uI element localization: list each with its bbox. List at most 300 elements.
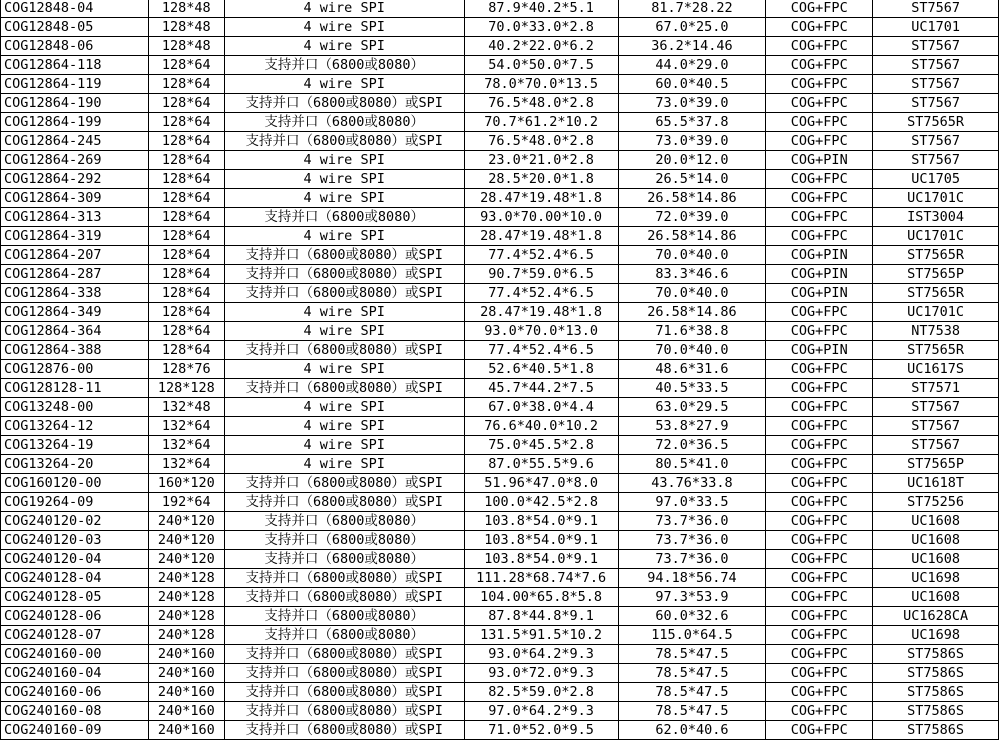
cell-package[interactable]: COG+FPC bbox=[766, 588, 873, 607]
cell-resolution[interactable]: 128*64 bbox=[148, 132, 224, 151]
cell-interface[interactable]: 支持并口（6800或8080）或SPI bbox=[224, 664, 464, 683]
cell-resolution[interactable]: 128*128 bbox=[148, 379, 224, 398]
cell-model[interactable]: COG12864-364 bbox=[1, 322, 149, 341]
cell-package[interactable]: COG+FPC bbox=[766, 18, 873, 37]
cell-model[interactable]: COG160120-00 bbox=[1, 474, 149, 493]
cell-controller[interactable]: ST7567 bbox=[873, 75, 999, 94]
cell-interface[interactable]: 4 wire SPI bbox=[224, 170, 464, 189]
cell-interface[interactable]: 支持并口（6800或8080）或SPI bbox=[224, 132, 464, 151]
table-row bbox=[1, 417, 999, 436]
cell-model[interactable]: COG240160-04 bbox=[1, 664, 149, 683]
cell-interface[interactable]: 支持并口（6800或8080）或SPI bbox=[224, 683, 464, 702]
cell-interface[interactable]: 4 wire SPI bbox=[224, 0, 464, 18]
cell-controller[interactable]: ST7567 bbox=[873, 37, 999, 56]
cell-interface[interactable]: 支持并口（6800或8080） bbox=[224, 626, 464, 645]
cell-outline[interactable]: 93.0*72.0*9.3 bbox=[464, 664, 618, 683]
cell-outline[interactable]: 52.6*40.5*1.8 bbox=[464, 360, 618, 379]
cell-model[interactable]: COG12848-05 bbox=[1, 18, 149, 37]
cell-interface[interactable]: 4 wire SPI bbox=[224, 18, 464, 37]
table-row bbox=[1, 56, 999, 75]
table-row bbox=[1, 360, 999, 379]
cell-interface[interactable]: 4 wire SPI bbox=[224, 436, 464, 455]
cell-resolution[interactable]: 240*128 bbox=[148, 607, 224, 626]
cell-outline[interactable]: 103.8*54.0*9.1 bbox=[464, 550, 618, 569]
cell-resolution[interactable]: 240*128 bbox=[148, 626, 224, 645]
cell-controller[interactable]: ST7567 bbox=[873, 151, 999, 170]
cell-package[interactable]: COG+FPC bbox=[766, 569, 873, 588]
cell-outline[interactable]: 82.5*59.0*2.8 bbox=[464, 683, 618, 702]
cell-resolution[interactable]: 128*64 bbox=[148, 113, 224, 132]
cell-model[interactable]: COG12848-06 bbox=[1, 37, 149, 56]
cell-resolution[interactable]: 128*64 bbox=[148, 265, 224, 284]
cell-outline[interactable]: 93.0*70.00*10.0 bbox=[464, 208, 618, 227]
cell-resolution[interactable]: 240*120 bbox=[148, 550, 224, 569]
cell-resolution[interactable]: 240*160 bbox=[148, 664, 224, 683]
cell-package[interactable]: COG+FPC bbox=[766, 607, 873, 626]
cell-package[interactable]: COG+FPC bbox=[766, 683, 873, 702]
cell-viewing-area[interactable]: 26.58*14.86 bbox=[618, 227, 766, 246]
cell-viewing-area[interactable]: 36.2*14.46 bbox=[618, 37, 766, 56]
cell-model[interactable]: COG12864-199 bbox=[1, 113, 149, 132]
cell-package[interactable]: COG+FPC bbox=[766, 664, 873, 683]
cell-model[interactable]: COG12864-287 bbox=[1, 265, 149, 284]
cell-outline[interactable]: 87.8*44.8*9.1 bbox=[464, 607, 618, 626]
cell-viewing-area[interactable]: 78.5*47.5 bbox=[618, 645, 766, 664]
cell-interface[interactable]: 支持并口（6800或8080） bbox=[224, 113, 464, 132]
cell-package[interactable]: COG+FPC bbox=[766, 398, 873, 417]
cell-package[interactable]: COG+FPC bbox=[766, 132, 873, 151]
cell-model[interactable]: COG12864-338 bbox=[1, 284, 149, 303]
cell-viewing-area[interactable]: 63.0*29.5 bbox=[618, 398, 766, 417]
table-row bbox=[1, 265, 999, 284]
cell-interface[interactable]: 4 wire SPI bbox=[224, 398, 464, 417]
cell-outline[interactable]: 75.0*45.5*2.8 bbox=[464, 436, 618, 455]
cell-controller[interactable]: ST7565R bbox=[873, 284, 999, 303]
cell-controller[interactable]: UC1701C bbox=[873, 189, 999, 208]
cell-package[interactable]: COG+PIN bbox=[766, 151, 873, 170]
cell-interface[interactable]: 支持并口（6800或8080）或SPI bbox=[224, 645, 464, 664]
cell-package[interactable]: COG+FPC bbox=[766, 379, 873, 398]
cell-resolution[interactable]: 160*120 bbox=[148, 474, 224, 493]
cell-viewing-area[interactable]: 73.7*36.0 bbox=[618, 531, 766, 550]
cell-outline[interactable]: 103.8*54.0*9.1 bbox=[464, 531, 618, 550]
table-row bbox=[1, 0, 999, 18]
cell-controller[interactable]: ST7567 bbox=[873, 417, 999, 436]
cell-controller[interactable]: UC1608 bbox=[873, 588, 999, 607]
cell-interface[interactable]: 支持并口（6800或8080）或SPI bbox=[224, 341, 464, 360]
cell-interface[interactable]: 4 wire SPI bbox=[224, 151, 464, 170]
cell-controller[interactable]: ST7565P bbox=[873, 265, 999, 284]
cell-package[interactable]: COG+FPC bbox=[766, 493, 873, 512]
cell-controller[interactable]: ST7567 bbox=[873, 132, 999, 151]
cell-package[interactable]: COG+FPC bbox=[766, 56, 873, 75]
cell-package[interactable]: COG+FPC bbox=[766, 322, 873, 341]
cell-resolution[interactable]: 128*64 bbox=[148, 246, 224, 265]
cell-model[interactable]: COG240128-06 bbox=[1, 607, 149, 626]
cell-model[interactable]: COG12864-292 bbox=[1, 170, 149, 189]
cell-controller[interactable]: UC1701C bbox=[873, 227, 999, 246]
table-row bbox=[1, 626, 999, 645]
cell-interface[interactable]: 支持并口（6800或8080） bbox=[224, 550, 464, 569]
cell-package[interactable]: COG+FPC bbox=[766, 474, 873, 493]
cell-package[interactable]: COG+FPC bbox=[766, 417, 873, 436]
cell-outline[interactable]: 87.0*55.5*9.6 bbox=[464, 455, 618, 474]
cell-outline[interactable]: 28.47*19.48*1.8 bbox=[464, 303, 618, 322]
table-row bbox=[1, 151, 999, 170]
cell-resolution[interactable]: 240*128 bbox=[148, 569, 224, 588]
cell-outline[interactable]: 54.0*50.0*7.5 bbox=[464, 56, 618, 75]
cell-model[interactable]: COG12864-319 bbox=[1, 227, 149, 246]
cell-package[interactable]: COG+FPC bbox=[766, 626, 873, 645]
cell-package[interactable]: COG+PIN bbox=[766, 265, 873, 284]
cell-resolution[interactable]: 128*64 bbox=[148, 227, 224, 246]
cell-resolution[interactable]: 128*64 bbox=[148, 322, 224, 341]
cell-interface[interactable]: 4 wire SPI bbox=[224, 189, 464, 208]
cell-package[interactable]: COG+FPC bbox=[766, 0, 873, 18]
cell-package[interactable]: COG+FPC bbox=[766, 436, 873, 455]
table-row bbox=[1, 94, 999, 113]
cell-viewing-area[interactable]: 78.5*47.5 bbox=[618, 664, 766, 683]
cell-viewing-area[interactable]: 97.0*33.5 bbox=[618, 493, 766, 512]
cell-controller[interactable]: UC1608 bbox=[873, 550, 999, 569]
cell-resolution[interactable]: 240*160 bbox=[148, 702, 224, 721]
cell-outline[interactable]: 97.0*64.2*9.3 bbox=[464, 702, 618, 721]
cell-interface[interactable]: 支持并口（6800或8080）或SPI bbox=[224, 474, 464, 493]
cell-controller[interactable]: ST7567 bbox=[873, 0, 999, 18]
cell-viewing-area[interactable]: 80.5*41.0 bbox=[618, 455, 766, 474]
cell-viewing-area[interactable]: 73.7*36.0 bbox=[618, 550, 766, 569]
cell-outline[interactable]: 70.7*61.2*10.2 bbox=[464, 113, 618, 132]
cell-viewing-area[interactable]: 43.76*33.8 bbox=[618, 474, 766, 493]
cell-model[interactable]: COG12864-388 bbox=[1, 341, 149, 360]
table-row bbox=[1, 607, 999, 626]
cell-model[interactable]: COG240160-00 bbox=[1, 645, 149, 664]
cell-resolution[interactable]: 128*64 bbox=[148, 303, 224, 322]
table-row bbox=[1, 246, 999, 265]
cell-resolution[interactable]: 240*160 bbox=[148, 645, 224, 664]
cell-interface[interactable]: 支持并口（6800或8080）或SPI bbox=[224, 721, 464, 740]
cell-outline[interactable]: 28.5*20.0*1.8 bbox=[464, 170, 618, 189]
cell-model[interactable]: COG13264-19 bbox=[1, 436, 149, 455]
cell-interface[interactable]: 4 wire SPI bbox=[224, 455, 464, 474]
cell-resolution[interactable]: 128*64 bbox=[148, 56, 224, 75]
cell-resolution[interactable]: 132*64 bbox=[148, 436, 224, 455]
cell-controller[interactable]: UC1701 bbox=[873, 18, 999, 37]
cell-controller[interactable]: ST75256 bbox=[873, 493, 999, 512]
table-row bbox=[1, 683, 999, 702]
cell-controller[interactable]: ST7586S bbox=[873, 702, 999, 721]
cell-viewing-area[interactable]: 70.0*40.0 bbox=[618, 284, 766, 303]
cell-controller[interactable]: ST7571 bbox=[873, 379, 999, 398]
cell-interface[interactable]: 4 wire SPI bbox=[224, 227, 464, 246]
cell-resolution[interactable]: 128*48 bbox=[148, 18, 224, 37]
cell-viewing-area[interactable]: 73.0*39.0 bbox=[618, 132, 766, 151]
cell-interface[interactable]: 4 wire SPI bbox=[224, 37, 464, 56]
cell-package[interactable]: COG+FPC bbox=[766, 721, 873, 740]
cell-outline[interactable]: 87.9*40.2*5.1 bbox=[464, 0, 618, 18]
cell-interface[interactable]: 支持并口（6800或8080）或SPI bbox=[224, 569, 464, 588]
cell-outline[interactable]: 93.0*64.2*9.3 bbox=[464, 645, 618, 664]
cell-model[interactable]: COG240160-08 bbox=[1, 702, 149, 721]
cell-model[interactable]: COG12848-04 bbox=[1, 0, 149, 18]
cell-resolution[interactable]: 240*160 bbox=[148, 721, 224, 740]
cell-viewing-area[interactable]: 94.18*56.74 bbox=[618, 569, 766, 588]
cell-viewing-area[interactable]: 115.0*64.5 bbox=[618, 626, 766, 645]
cell-viewing-area[interactable]: 26.58*14.86 bbox=[618, 189, 766, 208]
cell-resolution[interactable]: 128*48 bbox=[148, 0, 224, 18]
cell-outline[interactable]: 51.96*47.0*8.0 bbox=[464, 474, 618, 493]
cell-viewing-area[interactable]: 26.58*14.86 bbox=[618, 303, 766, 322]
cell-package[interactable]: COG+FPC bbox=[766, 303, 873, 322]
cell-outline[interactable]: 93.0*70.0*13.0 bbox=[464, 322, 618, 341]
cell-outline[interactable]: 111.28*68.74*7.6 bbox=[464, 569, 618, 588]
cell-model[interactable]: COG13264-12 bbox=[1, 417, 149, 436]
cell-resolution[interactable]: 128*64 bbox=[148, 284, 224, 303]
table-row bbox=[1, 284, 999, 303]
cell-resolution[interactable]: 240*160 bbox=[148, 683, 224, 702]
cell-package[interactable]: COG+PIN bbox=[766, 341, 873, 360]
cell-controller[interactable]: ST7586S bbox=[873, 683, 999, 702]
cell-outline[interactable]: 131.5*91.5*10.2 bbox=[464, 626, 618, 645]
cell-resolution[interactable]: 240*120 bbox=[148, 512, 224, 531]
cell-viewing-area[interactable]: 72.0*39.0 bbox=[618, 208, 766, 227]
table-row bbox=[1, 721, 999, 740]
cell-viewing-area[interactable]: 65.5*37.8 bbox=[618, 113, 766, 132]
cell-outline[interactable]: 103.8*54.0*9.1 bbox=[464, 512, 618, 531]
cell-outline[interactable]: 90.7*59.0*6.5 bbox=[464, 265, 618, 284]
cell-model[interactable]: COG12864-313 bbox=[1, 208, 149, 227]
cell-controller[interactable]: ST7586S bbox=[873, 645, 999, 664]
cell-outline[interactable]: 70.0*33.0*2.8 bbox=[464, 18, 618, 37]
cell-controller[interactable]: ST7567 bbox=[873, 56, 999, 75]
cell-model[interactable]: COG240160-06 bbox=[1, 683, 149, 702]
cell-model[interactable]: COG12864-349 bbox=[1, 303, 149, 322]
cell-viewing-area[interactable]: 60.0*32.6 bbox=[618, 607, 766, 626]
cell-package[interactable]: COG+FPC bbox=[766, 550, 873, 569]
cell-viewing-area[interactable]: 20.0*12.0 bbox=[618, 151, 766, 170]
cell-interface[interactable]: 支持并口（6800或8080） bbox=[224, 208, 464, 227]
cell-interface[interactable]: 支持并口（6800或8080）或SPI bbox=[224, 588, 464, 607]
cell-outline[interactable]: 77.4*52.4*6.5 bbox=[464, 246, 618, 265]
cell-interface[interactable]: 4 wire SPI bbox=[224, 75, 464, 94]
cell-model[interactable]: COG12864-118 bbox=[1, 56, 149, 75]
cell-viewing-area[interactable]: 73.7*36.0 bbox=[618, 512, 766, 531]
cell-outline[interactable]: 76.6*40.0*10.2 bbox=[464, 417, 618, 436]
cell-package[interactable]: COG+PIN bbox=[766, 284, 873, 303]
cell-viewing-area[interactable]: 70.0*40.0 bbox=[618, 246, 766, 265]
cell-controller[interactable]: IST3004 bbox=[873, 208, 999, 227]
cell-controller[interactable]: ST7565R bbox=[873, 113, 999, 132]
cell-model[interactable]: COG128128-11 bbox=[1, 379, 149, 398]
cell-resolution[interactable]: 132*48 bbox=[148, 398, 224, 417]
cell-resolution[interactable]: 240*128 bbox=[148, 588, 224, 607]
table-row bbox=[1, 512, 999, 531]
cell-package[interactable]: COG+FPC bbox=[766, 170, 873, 189]
cell-interface[interactable]: 支持并口（6800或8080）或SPI bbox=[224, 265, 464, 284]
cell-interface[interactable]: 支持并口（6800或8080）或SPI bbox=[224, 493, 464, 512]
cell-interface[interactable]: 支持并口（6800或8080） bbox=[224, 512, 464, 531]
cell-outline[interactable]: 78.0*70.0*13.5 bbox=[464, 75, 618, 94]
cell-interface[interactable]: 支持并口（6800或8080）或SPI bbox=[224, 379, 464, 398]
cell-package[interactable]: COG+FPC bbox=[766, 702, 873, 721]
table-body bbox=[1, 0, 999, 740]
cell-model[interactable]: COG240128-04 bbox=[1, 569, 149, 588]
cell-viewing-area[interactable]: 26.5*14.0 bbox=[618, 170, 766, 189]
cell-controller[interactable]: UC1617S bbox=[873, 360, 999, 379]
cell-outline[interactable]: 76.5*48.0*2.8 bbox=[464, 94, 618, 113]
cell-package[interactable]: COG+FPC bbox=[766, 531, 873, 550]
cell-viewing-area[interactable]: 97.3*53.9 bbox=[618, 588, 766, 607]
cell-resolution[interactable]: 128*48 bbox=[148, 37, 224, 56]
cell-controller[interactable]: UC1608 bbox=[873, 512, 999, 531]
cell-interface[interactable]: 支持并口（6800或8080）或SPI bbox=[224, 94, 464, 113]
cell-interface[interactable]: 4 wire SPI bbox=[224, 360, 464, 379]
cell-viewing-area[interactable]: 40.5*33.5 bbox=[618, 379, 766, 398]
cell-controller[interactable]: ST7567 bbox=[873, 436, 999, 455]
cell-controller[interactable]: UC1698 bbox=[873, 569, 999, 588]
cell-interface[interactable]: 4 wire SPI bbox=[224, 303, 464, 322]
cell-resolution[interactable]: 128*64 bbox=[148, 94, 224, 113]
cell-outline[interactable]: 77.4*52.4*6.5 bbox=[464, 284, 618, 303]
cell-package[interactable]: COG+FPC bbox=[766, 113, 873, 132]
cell-model[interactable]: COG12864-245 bbox=[1, 132, 149, 151]
cell-model[interactable]: COG19264-09 bbox=[1, 493, 149, 512]
cell-resolution[interactable]: 128*64 bbox=[148, 189, 224, 208]
cell-resolution[interactable]: 128*64 bbox=[148, 208, 224, 227]
cell-resolution[interactable]: 128*64 bbox=[148, 341, 224, 360]
cell-model[interactable]: COG240120-02 bbox=[1, 512, 149, 531]
cell-model[interactable]: COG12864-119 bbox=[1, 75, 149, 94]
cell-viewing-area[interactable]: 83.3*46.6 bbox=[618, 265, 766, 284]
cell-controller[interactable]: UC1608 bbox=[873, 531, 999, 550]
cell-controller[interactable]: UC1628CA bbox=[873, 607, 999, 626]
cell-outline[interactable]: 45.7*44.2*7.5 bbox=[464, 379, 618, 398]
table-row bbox=[1, 702, 999, 721]
cell-outline[interactable]: 77.4*52.4*6.5 bbox=[464, 341, 618, 360]
cell-resolution[interactable]: 128*76 bbox=[148, 360, 224, 379]
cell-interface[interactable]: 支持并口（6800或8080） bbox=[224, 531, 464, 550]
cell-outline[interactable]: 71.0*52.0*9.5 bbox=[464, 721, 618, 740]
cell-model[interactable]: COG12864-190 bbox=[1, 94, 149, 113]
cell-package[interactable]: COG+FPC bbox=[766, 455, 873, 474]
cell-resolution[interactable]: 128*64 bbox=[148, 75, 224, 94]
cell-package[interactable]: COG+PIN bbox=[766, 246, 873, 265]
cell-outline[interactable]: 28.47*19.48*1.8 bbox=[464, 227, 618, 246]
cell-controller[interactable]: NT7538 bbox=[873, 322, 999, 341]
cell-controller[interactable]: ST7586S bbox=[873, 664, 999, 683]
cell-viewing-area[interactable]: 48.6*31.6 bbox=[618, 360, 766, 379]
cell-controller[interactable]: ST7567 bbox=[873, 94, 999, 113]
cell-viewing-area[interactable]: 73.0*39.0 bbox=[618, 94, 766, 113]
cell-model[interactable]: COG13264-20 bbox=[1, 455, 149, 474]
cell-interface[interactable]: 支持并口（6800或8080） bbox=[224, 56, 464, 75]
cell-outline[interactable]: 23.0*21.0*2.8 bbox=[464, 151, 618, 170]
cell-controller[interactable]: ST7567 bbox=[873, 398, 999, 417]
cell-resolution[interactable]: 132*64 bbox=[148, 455, 224, 474]
cell-model[interactable]: COG12876-00 bbox=[1, 360, 149, 379]
cell-controller[interactable]: ST7565R bbox=[873, 341, 999, 360]
cell-viewing-area[interactable]: 62.0*40.6 bbox=[618, 721, 766, 740]
cell-resolution[interactable]: 192*64 bbox=[148, 493, 224, 512]
cell-package[interactable]: COG+FPC bbox=[766, 360, 873, 379]
table-row bbox=[1, 75, 999, 94]
cell-resolution[interactable]: 128*64 bbox=[148, 170, 224, 189]
cell-controller[interactable]: UC1698 bbox=[873, 626, 999, 645]
cell-controller[interactable]: UC1705 bbox=[873, 170, 999, 189]
cell-viewing-area[interactable]: 71.6*38.8 bbox=[618, 322, 766, 341]
cell-outline[interactable]: 40.2*22.0*6.2 bbox=[464, 37, 618, 56]
cell-package[interactable]: COG+FPC bbox=[766, 208, 873, 227]
cell-model[interactable]: COG240128-07 bbox=[1, 626, 149, 645]
cell-model[interactable]: COG240120-03 bbox=[1, 531, 149, 550]
cell-resolution[interactable]: 240*120 bbox=[148, 531, 224, 550]
cell-viewing-area[interactable]: 44.0*29.0 bbox=[618, 56, 766, 75]
cell-package[interactable]: COG+FPC bbox=[766, 189, 873, 208]
table-row bbox=[1, 398, 999, 417]
cell-controller[interactable]: ST7586S bbox=[873, 721, 999, 740]
cell-package[interactable]: COG+FPC bbox=[766, 227, 873, 246]
cell-viewing-area[interactable]: 60.0*40.5 bbox=[618, 75, 766, 94]
table-row bbox=[1, 170, 999, 189]
cell-outline[interactable]: 67.0*38.0*4.4 bbox=[464, 398, 618, 417]
cell-package[interactable]: COG+FPC bbox=[766, 75, 873, 94]
cell-viewing-area[interactable]: 81.7*28.22 bbox=[618, 0, 766, 18]
cell-package[interactable]: COG+FPC bbox=[766, 94, 873, 113]
table-row bbox=[1, 189, 999, 208]
cell-model[interactable]: COG240160-09 bbox=[1, 721, 149, 740]
cell-interface[interactable]: 支持并口（6800或8080）或SPI bbox=[224, 284, 464, 303]
cell-controller[interactable]: ST7565P bbox=[873, 455, 999, 474]
cell-viewing-area[interactable]: 78.5*47.5 bbox=[618, 702, 766, 721]
cell-viewing-area[interactable]: 72.0*36.5 bbox=[618, 436, 766, 455]
cell-model[interactable]: COG240120-04 bbox=[1, 550, 149, 569]
table-row bbox=[1, 341, 999, 360]
cell-controller[interactable]: UC1618T bbox=[873, 474, 999, 493]
cell-package[interactable]: COG+FPC bbox=[766, 645, 873, 664]
cell-viewing-area[interactable]: 70.0*40.0 bbox=[618, 341, 766, 360]
cell-controller[interactable]: ST7565R bbox=[873, 246, 999, 265]
cell-package[interactable]: COG+FPC bbox=[766, 512, 873, 531]
cell-model[interactable]: COG240128-05 bbox=[1, 588, 149, 607]
cell-viewing-area[interactable]: 78.5*47.5 bbox=[618, 683, 766, 702]
table-row bbox=[1, 322, 999, 341]
cell-interface[interactable]: 支持并口（6800或8080）或SPI bbox=[224, 702, 464, 721]
table-row bbox=[1, 645, 999, 664]
table-row bbox=[1, 531, 999, 550]
cell-interface[interactable]: 支持并口（6800或8080） bbox=[224, 607, 464, 626]
cell-package[interactable]: COG+FPC bbox=[766, 37, 873, 56]
cell-viewing-area[interactable]: 67.0*25.0 bbox=[618, 18, 766, 37]
cell-interface[interactable]: 4 wire SPI bbox=[224, 417, 464, 436]
cell-outline[interactable]: 28.47*19.48*1.8 bbox=[464, 189, 618, 208]
cell-outline[interactable]: 104.00*65.8*5.8 bbox=[464, 588, 618, 607]
cell-outline[interactable]: 76.5*48.0*2.8 bbox=[464, 132, 618, 151]
table-row bbox=[1, 493, 999, 512]
cell-interface[interactable]: 支持并口（6800或8080）或SPI bbox=[224, 246, 464, 265]
table-row bbox=[1, 18, 999, 37]
cell-model[interactable]: COG12864-207 bbox=[1, 246, 149, 265]
table-row bbox=[1, 588, 999, 607]
cell-resolution[interactable]: 132*64 bbox=[148, 417, 224, 436]
cell-outline[interactable]: 100.0*42.5*2.8 bbox=[464, 493, 618, 512]
cell-model[interactable]: COG12864-309 bbox=[1, 189, 149, 208]
cell-viewing-area[interactable]: 53.8*27.9 bbox=[618, 417, 766, 436]
cell-model[interactable]: COG12864-269 bbox=[1, 151, 149, 170]
cell-model[interactable]: COG13248-00 bbox=[1, 398, 149, 417]
cell-interface[interactable]: 4 wire SPI bbox=[224, 322, 464, 341]
cell-controller[interactable]: UC1701C bbox=[873, 303, 999, 322]
cell-resolution[interactable]: 128*64 bbox=[148, 151, 224, 170]
